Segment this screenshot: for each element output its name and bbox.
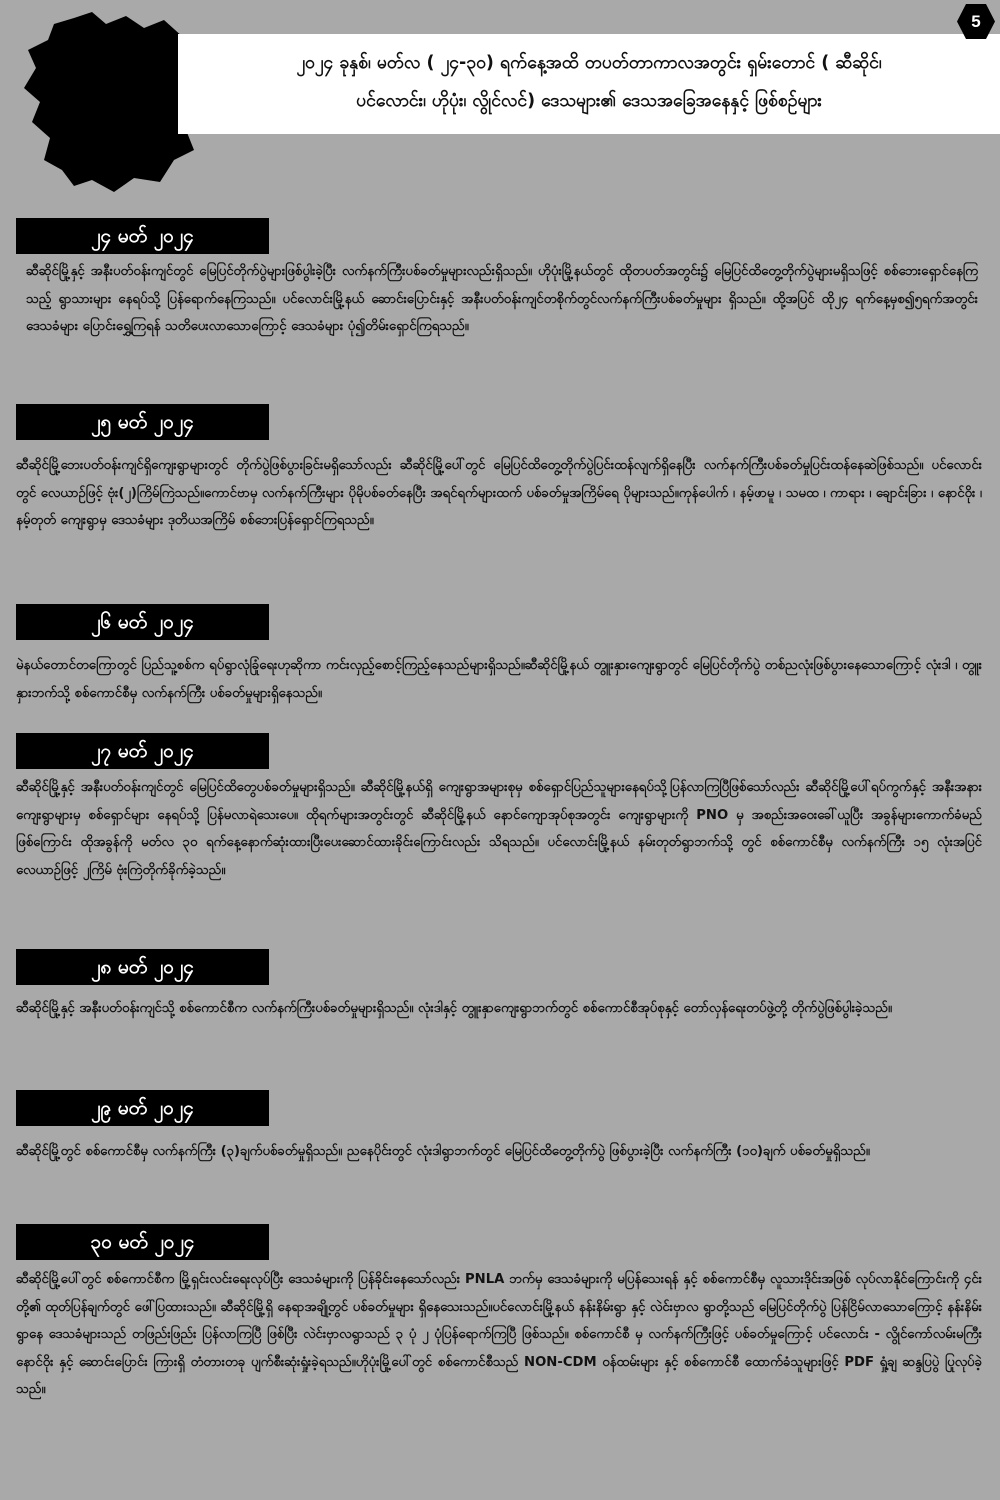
date-heading-27-mar: ၂၇ မတ် ၂၀၂၄ — [16, 733, 269, 769]
section-text-28-mar: ဆီဆိုင်မြို့နှင့် အနီးပတ်ဝန်းကျင်သို့ စစ်ကောင်စီက လက်နက်ကြီးပစ်ခတ်မှုများရှိသည်။ လုံးဒါနှင့် တွူးနှာကျေးရွာဘက်တွင် စစ်ကောင်စီအုပ်စုနှင့် တော်လှန်ရေးတပ်ဖွဲ့တို့ တိုက်ပွဲဖြစ်ပွါးခဲ့သည်။ — [16, 1001, 892, 1016]
section-text-27-mar: ဆီဆိုင်မြို့နှင့် အနီးပတ်ဝန်းကျင်တွင် မြေပြင်ထိတွေပစ်ခတ်မှုများရှိသည်။ ဆီဆိုင်မြို့နယ်ရှိ ကျေးရွာအများစုမှ စစ်ရှောင်ပြည်သူများနေရပ်သို့ပြန်လာကြပြီဖြစ်သော်လည်း ဆီဆိုင်မြို့ပေါ်ရပ်ကွက်နှင့် အနီးအနား ကျေးရွာများမှ စစ်ရှောင်များ နေရပ်သို့ ပြန်မလာရဲသေးပေ။ ထိုရက်များအတွင်းတွင် ဆီဆိုင်မြို့နယ် နောင်ကျောအုပ်စုအတွင်း ကျေးရွာများကို PNO မှ အစည်းအဝေးခေါ်ယူပြီး အခွန်များကောက်ခံမည်ဖြစ်ကြောင်း ထိုအခွန်ကို မတ်လ ၃၀ ရက်နေ့နောက်ဆုံးထားပြီးပေးဆောင်ထားခိုင်းကြောင်းလည်း သိရသည်။ ပင်လောင်းမြို့နယ် နမ်းတုတ်ရွာဘက်သို့ တွင် စစ်ကောင်စီမှ လက်နက်ကြီး ၁၅ လုံးအပြင် လေယာဉ်ဖြင့် ၂ကြိမ် ဗုံးကြဲတိုက်ခိုက်ခဲ့သည်။ — [16, 780, 982, 878]
date-heading-30-mar: ၃၀ မတ် ၂၀၂၄ — [16, 1224, 269, 1260]
page-title-line-1: ၂၀၂၄ ခုနှစ်၊ မတ်လ ( ၂၄-၃၀) ရက်နေ့အထိ တပတ်တာကာလအတွင်း ရှမ်းတောင် ( ဆီဆိုင်၊ — [296, 53, 882, 73]
region-map-silhouette — [14, 10, 204, 195]
page-number: 5 — [971, 12, 981, 31]
date-heading-29-mar: ၂၉ မတ် ၂၀၂၄ — [16, 1090, 269, 1126]
date-heading-24-mar: ၂၄ မတ် ၂၀၂၄ — [16, 218, 269, 254]
date-heading-28-mar: ၂၈ မတ် ၂၀၂၄ — [16, 949, 269, 985]
section-text-25-mar: ဆီဆိုင်မြို့ဘေးပတ်ဝန်းကျင်ရှိကျေးရွာများတွင် တိုက်ပွဲဖြစ်ပွားခြင်းမရှိသော်လည်း ဆီဆိုင်မြို့ပေါ်တွင် မြေပြင်ထိတွေ့တိုက်ပွဲပြင်းထန်လျက်ရှိနေပြီး လက်နက်ကြီးပစ်ခတ်မှုပြင်းထန်နေဆဲဖြစ်သည်။ ပင်လောင်းတွင် လေယာဉ်ဖြင့် ဗုံး(၂)ကြိမ်ကြဲသည်။ကောင်ဗာမှ လက်နက်ကြီးများ ပိုမိုပစ်ခတ်နေပြီး အရင်ရက်များထက် ပစ်ခတ်မှုအကြိမ်ရေ ပိုများသည်။ကုန်ပေါက် ၊ နမ့်ဖာမူ ၊ သမထ ၊ ကာရား ၊ ချောင်းခြား ၊ နောင်ဝိုး ၊ နမ့်တုတ် ကျေးရွာမှ ဒေသခံများ ဒုတိယအကြိမ် စစ်ဘေးပြန်ရှောင်ကြရသည်။ — [16, 458, 982, 528]
section-text-24-mar: ဆီဆိုင်မြို့နှင့် အနီးပတ်ဝန်းကျင်တွင် မြေပြင်တိုက်ပွဲများဖြစ်ပွါးခဲ့ပြီး လက်နက်ကြီးပစ်ခတ်မှုများလည်းရှိသည်။ ဟိုပုံးမြို့နယ်တွင် ထိုတပတ်အတွင်း၌ မြေပြင်ထိတွေ့တိုက်ပွဲများမရှိသဖြင့် စစ်ဘေးရှောင်နေကြသည့် ရွာသားများ နေရပ်သို့ ပြန်ရောက်နေကြသည်။ ပင်လောင်းမြို့နယ် ဆောင်းပြောင်းနှင့် အနီးပတ်ဝန်းကျင်တစိုက်တွင်လက်နက်ကြီးပစ်ခတ်မှုများ ရှိသည်။ ထို့အပြင် ထို၂၄ ရက်နေ့မှစ၍၅ရက်အတွင်း ဒေသခံများ ပြောင်းရွှေ့ကြရန် သတိပေးလာသောကြောင့် ဒေသခံများ ပုံ၍တိမ်းရှောင်ကြရသည်။ — [26, 264, 978, 334]
section-text-30-mar: ဆီဆိုင်မြို့ပေါ်တွင် စစ်ကောင်စီက မြို့ရှင်းလင်းရေးလုပ်ပြီး ဒေသခံများကို ပြန်ခိုင်းနေသော်လည်း PNLA ဘက်မှ ဒေသခံများကို မပြန်သေးရန် နှင့် စစ်ကောင်စီမှ လူသားဒိုင်းအဖြစ် လုပ်လာနိုင်ကြောင်းကို ၄င်းတို့၏ ထုတ်ပြန်ချက်တွင် ဖေါ်ပြထားသည်။ ဆီဆိုင်မြို့ရှိ နေရာအချို့တွင် ပစ်ခတ်မှုများ ရှိနေသေးသည်။ပင်လောင်းမြို့နယ် နန်းနိမ်းရွာ နှင့် လဲင်းဗှာလ ရွာတို့သည် မြေပြင်တိုက်ပွဲ ပြန်ငြိမ်လာသောကြောင့် နန်းနိမ်းရွာနေ ဒေသခံများသည် တဖြည်းဖြည်း ပြန်လာကြပြီ ဖြစ်ပြီး လဲင်းဗှာလရွာသည် ၃ ပုံ ၂ ပုံပြန်ရောက်ကြပြီ ဖြစ်သည်။ စစ်ကောင်စီ မှ လက်နက်ကြီးဖြင့် ပစ်ခတ်မှုကြောင့် ပင်လောင်း - လွိုင်ကော်လမ်းမကြီး နောင်ဝိုး နှင့် ဆောင်းပြောင်း ကြားရှိ တံတားတခု ပျက်စီးဆုံးရှုံးခဲ့ရသည်။ဟိုပုံးမြို့ပေါ်တွင် စစ်ကောင်စီသည် NON-CDM ဝန်ထမ်းများ နှင့် စစ်ကောင်စီ ထောက်ခံသူများဖြင့် PDF ရှုံ့ချ ဆန္ဒပြပွဲ ပြုလုပ်ခဲ့သည်။ — [16, 1272, 982, 1397]
date-heading-25-mar: ၂၅ မတ် ၂၀၂၄ — [16, 404, 269, 440]
header-title-box — [178, 34, 1000, 134]
section-text-29-mar: ဆီဆိုင်မြို့တွင် စစ်ကောင်စီမှ လက်နက်ကြီး (၃)ချက်ပစ်ခတ်မှုရှိသည်။ ညနေပိုင်းတွင် လုံးဒါရွာဘက်တွင် မြေပြင်ထိတွေ့တိုက်ပွဲ ဖြစ်ပွားခဲ့ပြီး လက်နက်ကြီး (၁၀)ချက် ပစ်ခတ်မှုရှိသည်။ — [16, 1144, 870, 1159]
date-heading-26-mar: ၂၆ မတ် ၂၀၂၄ — [16, 604, 269, 640]
page-title-line-2: ပင်လောင်း၊ ဟိုပုံး၊ လွိုင်လင်) ဒေသများ၏ ဒေသအခြေအနေနှင့် ဖြစ်စဉ်များ — [356, 91, 822, 111]
section-text-26-mar: မဲနယ်တောင်တကြောတွင် ပြည်သူ့စစ်က ရပ်ရွာလုံခြုံရေးဟုဆိုကာ ကင်းလှည့်စောင့်ကြည့်နေသည်များရှိသည်။ဆီဆိုင်မြို့နယ် တွူးနှားကျေးရွာတွင် မြေပြင်တိုက်ပွဲ တစ်ညလုံးဖြစ်ပွားနေသောကြောင့် လုံးဒါ ၊ တွူးနှားဘက်သို့ စစ်ကောင်စီမှ လက်နက်ကြီး ပစ်ခတ်မှုများရှိနေသည်။ — [16, 658, 982, 701]
